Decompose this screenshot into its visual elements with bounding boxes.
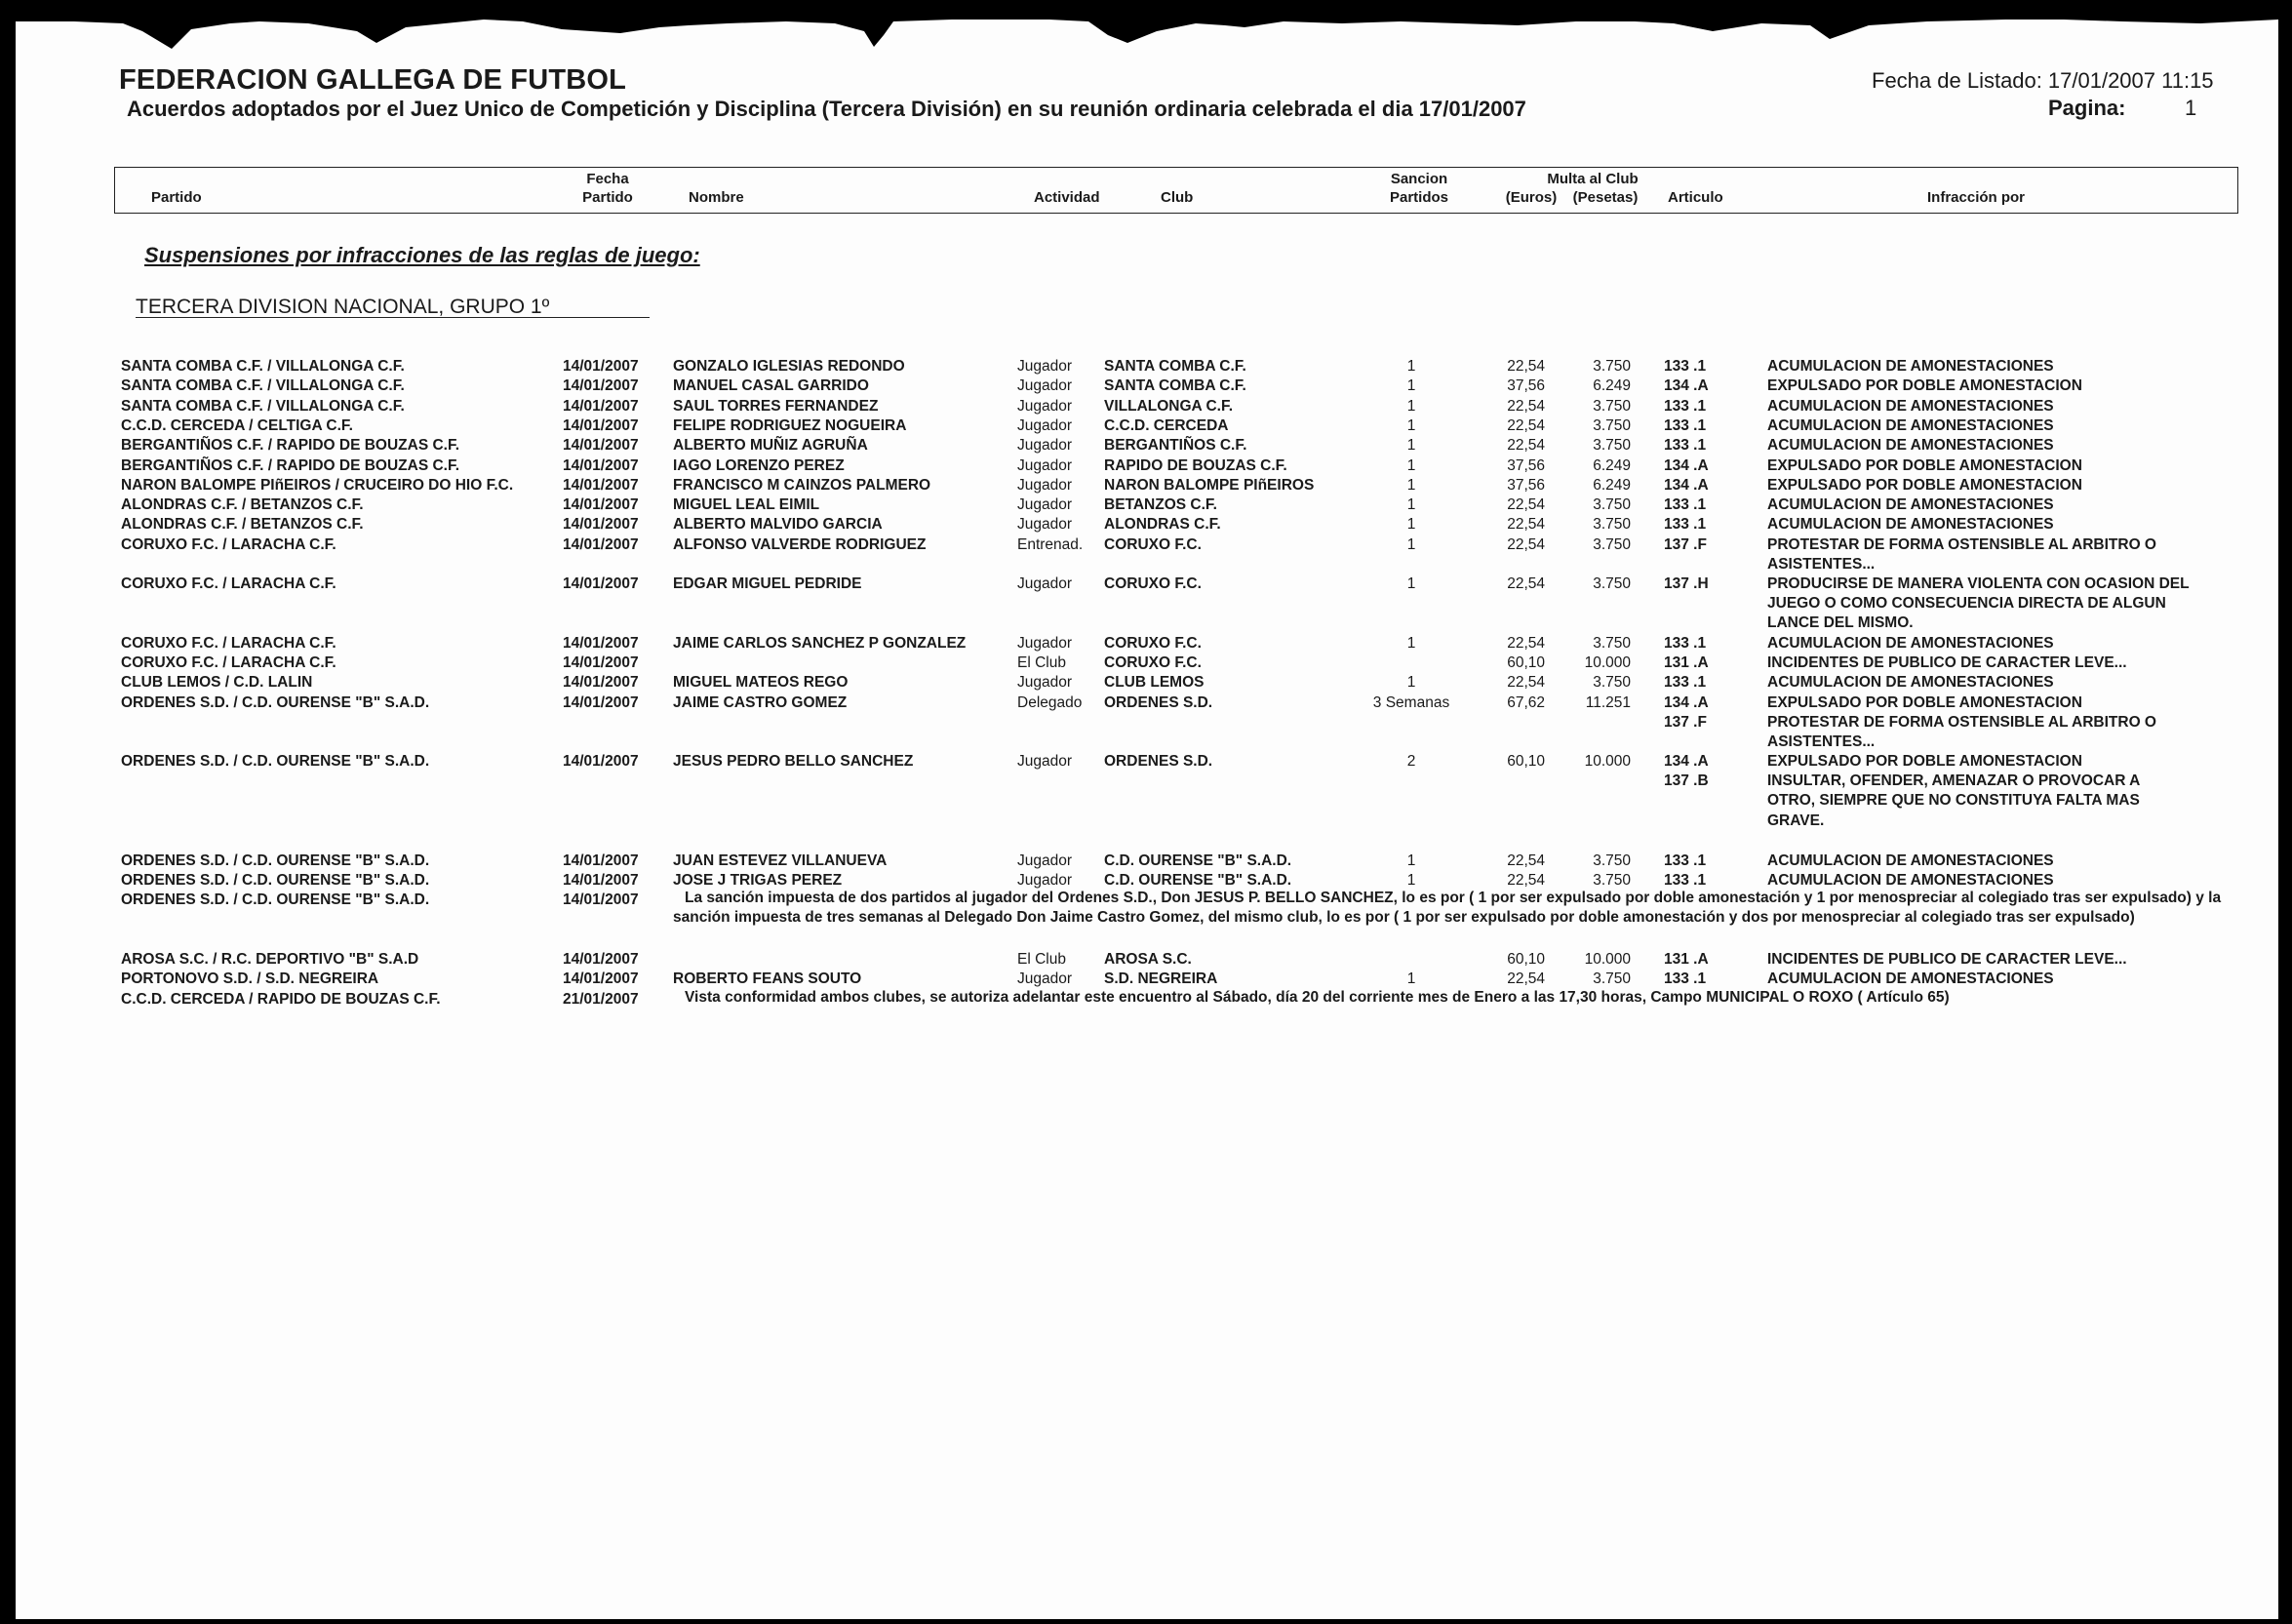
resolution-note: La sanción impuesta de dos partidos al jugador del Ordenes S.D., Don JESUS P. BELLO SANCHEZ, lo es por ( 1 por ser expulsado por doble amonestación y 1 por menospreciar al colegiado tras ser expulsado) y la sanción impuesta de tres semanas al Delegado Don Jaime Castro Gomez, del mismo club, lo es por ( 1 por ser expulsado por doble amonestación y dos por menospreciar al colegiado tras ser expulsado) — [673, 890, 2222, 926]
match-cell: SANTA COMBA C.F. / VILLALONGA C.F. — [121, 377, 405, 394]
fine-euros-cell: 22,54 — [1507, 358, 1545, 375]
article-cell: 133 .1 — [1664, 398, 1707, 415]
activity-cell: El Club — [1017, 654, 1066, 671]
document-page — [16, 14, 2278, 1619]
match-cell: NARON BALOMPE PIñEIROS / CRUCEIRO DO HIO F.C. — [121, 477, 514, 494]
sanction-cell: 1 — [1406, 377, 1416, 394]
article-cell: 133 .1 — [1664, 674, 1707, 691]
infraction-cell: PRODUCIRSE DE MANERA VIOLENTA CON OCASION DEL — [1767, 575, 2190, 592]
infraction-cell: LANCE DEL MISMO. — [1767, 614, 1914, 631]
name-cell: MANUEL CASAL GARRIDO — [673, 377, 869, 394]
name-cell: ALFONSO VALVERDE RODRIGUEZ — [673, 536, 927, 553]
fine-pesetas-cell: 3.750 — [1593, 417, 1631, 434]
col-sancion-line1: Sancion — [1390, 171, 1448, 187]
club-cell: CORUXO F.C. — [1104, 635, 1202, 652]
activity-cell: Jugador — [1017, 575, 1073, 592]
match-cell: PORTONOVO S.D. / S.D. NEGREIRA — [121, 970, 379, 987]
section-title: Suspensiones por infracciones de las reglas de juego: — [144, 243, 700, 267]
activity-cell: Jugador — [1017, 674, 1073, 691]
club-cell: RAPIDO DE BOUZAS C.F. — [1104, 457, 1287, 474]
infraction-cell: ACUMULACION DE AMONESTACIONES — [1767, 417, 2054, 434]
document-title: FEDERACION GALLEGA DE FUTBOL — [119, 64, 627, 96]
infraction-cell: ACUMULACION DE AMONESTACIONES — [1767, 852, 2054, 869]
table-row — [16, 654, 2278, 673]
table-row — [16, 397, 2278, 416]
fine-pesetas-cell: 3.750 — [1593, 536, 1631, 553]
match-cell: ORDENES S.D. / C.D. OURENSE "B" S.A.D. — [121, 852, 430, 869]
date-cell: 14/01/2007 — [563, 891, 639, 908]
group-title: TERCERA DIVISION NACIONAL, GRUPO 1º — [136, 296, 550, 318]
article-cell: 133 .1 — [1664, 516, 1707, 533]
activity-cell: Jugador — [1017, 496, 1073, 513]
activity-cell: Jugador — [1017, 872, 1073, 889]
infraction-cell: ACUMULACION DE AMONESTACIONES — [1767, 437, 2054, 454]
match-cell: CLUB LEMOS / C.D. LALIN — [121, 674, 313, 691]
date-cell: 14/01/2007 — [563, 694, 639, 711]
activity-cell: Jugador — [1017, 358, 1073, 375]
club-cell: SANTA COMBA C.F. — [1104, 377, 1246, 394]
col-partido: Partido — [151, 189, 202, 206]
club-cell: C.D. OURENSE "B" S.A.D. — [1104, 872, 1292, 889]
infraction-cell: OTRO, SIEMPRE QUE NO CONSTITUYA FALTA MAS — [1767, 792, 2140, 809]
fine-pesetas-cell: 3.750 — [1593, 852, 1631, 869]
club-cell: C.C.D. CERCEDA — [1104, 417, 1229, 434]
col-fecha — [573, 170, 643, 207]
fine-pesetas-cell: 3.750 — [1593, 358, 1631, 375]
club-cell: ORDENES S.D. — [1104, 753, 1213, 770]
article-cell: 133 .1 — [1664, 635, 1707, 652]
match-cell: C.C.D. CERCEDA / RAPIDO DE BOUZAS C.F. — [121, 991, 441, 1008]
activity-cell: El Club — [1017, 951, 1066, 968]
col-nombre: Nombre — [689, 189, 744, 206]
fine-pesetas-cell: 3.750 — [1593, 516, 1631, 533]
date-cell: 14/01/2007 — [563, 477, 639, 494]
match-cell: AROSA S.C. / R.C. DEPORTIVO "B" S.A.D — [121, 951, 419, 968]
date-cell: 14/01/2007 — [563, 970, 639, 987]
club-cell: SANTA COMBA C.F. — [1104, 358, 1246, 375]
activity-cell: Jugador — [1017, 753, 1073, 770]
match-cell: ALONDRAS C.F. / BETANZOS C.F. — [121, 516, 364, 533]
table-row — [16, 515, 2278, 535]
article-cell: 131 .A — [1664, 654, 1709, 671]
fine-pesetas-cell: 10.000 — [1584, 753, 1631, 770]
fine-euros-cell: 22,54 — [1507, 496, 1545, 513]
table-row — [16, 495, 2278, 515]
table-row — [16, 436, 2278, 456]
article-cell: 137 .F — [1664, 714, 1707, 731]
date-cell: 14/01/2007 — [563, 358, 639, 375]
table-row — [16, 970, 2278, 989]
date-cell: 14/01/2007 — [563, 536, 639, 553]
table-row — [16, 376, 2278, 396]
infraction-cell: ACUMULACION DE AMONESTACIONES — [1767, 872, 2054, 889]
fine-pesetas-cell: 11.251 — [1585, 694, 1631, 711]
col-articulo: Articulo — [1668, 189, 1723, 206]
club-cell: CORUXO F.C. — [1104, 654, 1202, 671]
col-sancion-line2: Partidos — [1389, 189, 1448, 206]
date-cell: 14/01/2007 — [563, 516, 639, 533]
name-cell: JESUS PEDRO BELLO SANCHEZ — [673, 753, 914, 770]
fine-euros-cell: 67,62 — [1507, 694, 1545, 711]
date-cell: 14/01/2007 — [563, 437, 639, 454]
fine-pesetas-cell: 6.249 — [1593, 457, 1631, 474]
date-cell: 14/01/2007 — [563, 635, 639, 652]
infraction-cell: ACUMULACION DE AMONESTACIONES — [1767, 970, 2054, 987]
sanction-cell: 1 — [1406, 852, 1416, 869]
col-euros: (Euros) — [1505, 189, 1558, 206]
fine-pesetas-cell: 3.750 — [1593, 674, 1631, 691]
sanction-cell: 1 — [1406, 516, 1416, 533]
name-cell: JAIME CARLOS SANCHEZ P GONZALEZ — [673, 635, 967, 652]
sanction-cell: 3 Semanas — [1372, 694, 1450, 711]
infraction-cell: PROTESTAR DE FORMA OSTENSIBLE AL ARBITRO O — [1767, 714, 2156, 731]
fine-euros-cell: 60,10 — [1507, 753, 1545, 770]
sanction-cell: 1 — [1406, 398, 1416, 415]
infraction-cell: PROTESTAR DE FORMA OSTENSIBLE AL ARBITRO O — [1767, 536, 2156, 553]
fine-pesetas-cell: 3.750 — [1593, 970, 1631, 987]
infraction-cell: INCIDENTES DE PUBLICO DE CARACTER LEVE... — [1767, 951, 2127, 968]
table-row — [16, 594, 2278, 614]
column-header-box — [114, 167, 2238, 214]
name-cell: JAIME CASTRO GOMEZ — [673, 694, 848, 711]
infraction-cell: EXPULSADO POR DOBLE AMONESTACION — [1767, 477, 2082, 494]
match-cell: BERGANTIÑOS C.F. / RAPIDO DE BOUZAS C.F. — [121, 457, 460, 474]
sanction-cell: 2 — [1406, 753, 1416, 770]
fine-euros-cell: 22,54 — [1507, 398, 1545, 415]
table-row — [16, 852, 2278, 871]
activity-cell: Jugador — [1017, 852, 1073, 869]
table-row — [16, 871, 2278, 891]
listing-date — [1872, 68, 2214, 94]
infraction-cell: ACUMULACION DE AMONESTACIONES — [1767, 496, 2054, 513]
sanction-cell: 1 — [1406, 417, 1416, 434]
activity-cell: Jugador — [1017, 635, 1073, 652]
name-cell: FRANCISCO M CAINZOS PALMERO — [673, 477, 931, 494]
name-cell: MIGUEL MATEOS REGO — [673, 674, 849, 691]
fine-euros-cell: 22,54 — [1507, 970, 1545, 987]
sanction-cell: 1 — [1406, 536, 1416, 553]
fine-euros-cell: 37,56 — [1507, 377, 1545, 394]
col-sancion — [1385, 170, 1453, 207]
activity-cell: Jugador — [1017, 398, 1073, 415]
fine-pesetas-cell: 10.000 — [1584, 951, 1631, 968]
fine-euros-cell: 22,54 — [1507, 516, 1545, 533]
name-cell: FELIPE RODRIGUEZ NOGUEIRA — [673, 417, 907, 434]
page-number — [2048, 96, 2197, 121]
article-cell: 133 .1 — [1664, 872, 1707, 889]
match-cell: ORDENES S.D. / C.D. OURENSE "B" S.A.D. — [121, 872, 430, 889]
club-cell: VILLALONGA C.F. — [1104, 398, 1234, 415]
activity-cell: Jugador — [1017, 417, 1073, 434]
infraction-cell: INSULTAR, OFENDER, AMENAZAR O PROVOCAR A — [1767, 772, 2141, 789]
listing-date-label: Fecha de Listado: — [1872, 68, 2042, 93]
fine-euros-cell: 22,54 — [1507, 437, 1545, 454]
infraction-cell: ACUMULACION DE AMONESTACIONES — [1767, 674, 2054, 691]
match-cell: CORUXO F.C. / LARACHA C.F. — [121, 575, 336, 592]
fine-pesetas-cell: 3.750 — [1593, 496, 1631, 513]
match-cell: C.C.D. CERCEDA / CELTIGA C.F. — [121, 417, 353, 434]
table-row — [16, 535, 2278, 555]
name-cell: JUAN ESTEVEZ VILLANUEVA — [673, 852, 888, 869]
date-cell: 14/01/2007 — [563, 398, 639, 415]
table-row — [16, 812, 2278, 831]
fine-pesetas-cell: 3.750 — [1593, 635, 1631, 652]
infraction-cell: ASISTENTES... — [1767, 556, 1876, 573]
table-row — [16, 456, 2278, 476]
article-cell: 134 .A — [1664, 377, 1709, 394]
sanction-cell: 1 — [1406, 872, 1416, 889]
club-cell: AROSA S.C. — [1104, 951, 1192, 968]
match-cell: ORDENES S.D. / C.D. OURENSE "B" S.A.D. — [121, 891, 430, 908]
date-cell: 14/01/2007 — [563, 852, 639, 869]
date-cell: 14/01/2007 — [563, 872, 639, 889]
activity-cell: Jugador — [1017, 970, 1073, 987]
match-cell: ALONDRAS C.F. / BETANZOS C.F. — [121, 496, 364, 513]
article-cell: 134 .A — [1664, 457, 1709, 474]
date-cell: 21/01/2007 — [563, 991, 639, 1008]
table-row — [16, 713, 2278, 733]
infraction-cell: EXPULSADO POR DOBLE AMONESTACION — [1767, 377, 2082, 394]
match-cell: CORUXO F.C. / LARACHA C.F. — [121, 654, 336, 671]
table-row — [16, 673, 2278, 693]
sanction-cell: 1 — [1406, 575, 1416, 592]
club-cell: NARON BALOMPE PIñEIROS — [1104, 477, 1315, 494]
infraction-cell: INCIDENTES DE PUBLICO DE CARACTER LEVE... — [1767, 654, 2127, 671]
fine-pesetas-cell: 10.000 — [1584, 654, 1631, 671]
col-multa: Multa al Club — [1547, 171, 1639, 187]
col-pesetas: (Pesetas) — [1572, 189, 1639, 206]
club-cell: CLUB LEMOS — [1104, 674, 1205, 691]
activity-cell: Jugador — [1017, 477, 1073, 494]
article-cell: 133 .1 — [1664, 970, 1707, 987]
col-infraccion: Infracción por — [1927, 189, 2026, 206]
table-row — [16, 752, 2278, 772]
group-underline — [136, 317, 650, 318]
listing-date-value: 17/01/2007 11:15 — [2047, 68, 2214, 93]
infraction-cell: EXPULSADO POR DOBLE AMONESTACION — [1767, 457, 2082, 474]
article-cell: 134 .A — [1664, 477, 1709, 494]
club-cell: S.D. NEGREIRA — [1104, 970, 1218, 987]
article-cell: 131 .A — [1664, 951, 1709, 968]
table-row — [16, 772, 2278, 791]
sanction-cell: 1 — [1406, 477, 1416, 494]
page-value: 1 — [2185, 96, 2197, 120]
name-cell: ROBERTO FEANS SOUTO — [673, 970, 862, 987]
club-cell: ALONDRAS C.F. — [1104, 516, 1221, 533]
table-row — [16, 574, 2278, 594]
infraction-cell: ACUMULACION DE AMONESTACIONES — [1767, 398, 2054, 415]
name-cell: ALBERTO MUÑIZ AGRUÑA — [673, 437, 868, 454]
col-actividad: Actividad — [1034, 189, 1100, 206]
document-subtitle: Acuerdos adoptados por el Juez Unico de Competición y Disciplina (Tercera División) en su reunión ordinaria celebrada el dia 17/01/2007 — [127, 97, 1526, 121]
sanction-cell: 1 — [1406, 437, 1416, 454]
article-cell: 137 .H — [1664, 575, 1709, 592]
name-cell: MIGUEL LEAL EIMIL — [673, 496, 820, 513]
fine-euros-cell: 37,56 — [1507, 457, 1545, 474]
club-cell: ORDENES S.D. — [1104, 694, 1213, 711]
article-cell: 137 .B — [1664, 772, 1709, 789]
fine-euros-cell: 22,54 — [1507, 417, 1545, 434]
fine-euros-cell: 60,10 — [1507, 654, 1545, 671]
match-cell: CORUXO F.C. / LARACHA C.F. — [121, 635, 336, 652]
date-cell: 14/01/2007 — [563, 496, 639, 513]
club-cell: CORUXO F.C. — [1104, 536, 1202, 553]
activity-cell: Jugador — [1017, 457, 1073, 474]
club-cell: BETANZOS C.F. — [1104, 496, 1217, 513]
activity-cell: Jugador — [1017, 516, 1073, 533]
match-cell: BERGANTIÑOS C.F. / RAPIDO DE BOUZAS C.F. — [121, 437, 460, 454]
col-club: Club — [1161, 189, 1194, 206]
match-cell: CORUXO F.C. / LARACHA C.F. — [121, 536, 336, 553]
article-cell: 133 .1 — [1664, 852, 1707, 869]
fine-pesetas-cell: 3.750 — [1593, 872, 1631, 889]
club-cell: CORUXO F.C. — [1104, 575, 1202, 592]
article-cell: 134 .A — [1664, 694, 1709, 711]
table-row — [16, 357, 2278, 376]
fine-euros-cell: 22,54 — [1507, 872, 1545, 889]
sanction-cell: 1 — [1406, 358, 1416, 375]
fine-pesetas-cell: 6.249 — [1593, 377, 1631, 394]
infraction-cell: EXPULSADO POR DOBLE AMONESTACION — [1767, 753, 2082, 770]
fine-euros-cell: 22,54 — [1507, 852, 1545, 869]
club-cell: C.D. OURENSE "B" S.A.D. — [1104, 852, 1292, 869]
infraction-cell: ASISTENTES... — [1767, 733, 1876, 750]
fine-pesetas-cell: 3.750 — [1593, 398, 1631, 415]
date-cell: 14/01/2007 — [563, 951, 639, 968]
table-row — [16, 555, 2278, 574]
fine-pesetas-cell: 6.249 — [1593, 477, 1631, 494]
table-row — [16, 791, 2278, 811]
name-cell: IAGO LORENZO PEREZ — [673, 457, 845, 474]
article-cell: 133 .1 — [1664, 417, 1707, 434]
infraction-cell: ACUMULACION DE AMONESTACIONES — [1767, 516, 2054, 533]
fine-pesetas-cell: 3.750 — [1593, 437, 1631, 454]
table-row — [16, 416, 2278, 436]
table-row — [16, 733, 2278, 752]
col-fecha-line1: Fecha — [586, 171, 629, 187]
infraction-cell: ACUMULACION DE AMONESTACIONES — [1767, 358, 2054, 375]
name-cell: JOSE J TRIGAS PEREZ — [673, 872, 843, 889]
activity-cell: Delegado — [1017, 694, 1083, 711]
table-row — [16, 476, 2278, 495]
infraction-cell: ACUMULACION DE AMONESTACIONES — [1767, 635, 2054, 652]
date-cell: 14/01/2007 — [563, 654, 639, 671]
sanction-cell: 1 — [1406, 496, 1416, 513]
date-cell: 14/01/2007 — [563, 674, 639, 691]
activity-cell: Jugador — [1017, 377, 1073, 394]
match-cell: SANTA COMBA C.F. / VILLALONGA C.F. — [121, 358, 405, 375]
sanction-cell: 1 — [1406, 674, 1416, 691]
match-cell: SANTA COMBA C.F. / VILLALONGA C.F. — [121, 398, 405, 415]
article-cell: 133 .1 — [1664, 496, 1707, 513]
fine-euros-cell: 22,54 — [1507, 536, 1545, 553]
fine-euros-cell: 37,56 — [1507, 477, 1545, 494]
fine-euros-cell: 22,54 — [1507, 674, 1545, 691]
date-cell: 14/01/2007 — [563, 575, 639, 592]
table-row — [16, 693, 2278, 713]
name-cell: SAUL TORRES FERNANDEZ — [673, 398, 879, 415]
date-cell: 14/01/2007 — [563, 753, 639, 770]
date-cell: 14/01/2007 — [563, 417, 639, 434]
col-fecha-line2: Partido — [582, 189, 633, 206]
date-cell: 14/01/2007 — [563, 457, 639, 474]
article-cell: 137 .F — [1664, 536, 1707, 553]
table-row — [16, 634, 2278, 654]
club-cell: BERGANTIÑOS C.F. — [1104, 437, 1247, 454]
article-cell: 134 .A — [1664, 753, 1709, 770]
resolution-note: Vista conformidad ambos clubes, se autoriza adelantar este encuentro al Sábado, día 20 del corriente mes de Enero a las 17,30 horas, Campo MUNICIPAL O ROXO ( Artículo 65) — [685, 989, 1950, 1006]
torn-edge — [16, 14, 2278, 72]
article-cell: 133 .1 — [1664, 437, 1707, 454]
fine-euros-cell: 22,54 — [1507, 635, 1545, 652]
table-row — [16, 950, 2278, 970]
sanction-cell: 1 — [1406, 457, 1416, 474]
infraction-cell: GRAVE. — [1767, 812, 1825, 829]
sanction-cell: 1 — [1406, 970, 1416, 987]
name-cell: ALBERTO MALVIDO GARCIA — [673, 516, 883, 533]
match-cell: ORDENES S.D. / C.D. OURENSE "B" S.A.D. — [121, 753, 430, 770]
match-cell: ORDENES S.D. / C.D. OURENSE "B" S.A.D. — [121, 694, 430, 711]
article-cell: 133 .1 — [1664, 358, 1707, 375]
date-cell: 14/01/2007 — [563, 377, 639, 394]
activity-cell: Entrenad. — [1017, 536, 1084, 553]
fine-euros-cell: 60,10 — [1507, 951, 1545, 968]
sanction-cell: 1 — [1406, 635, 1416, 652]
table-row — [16, 614, 2278, 633]
page-label: Pagina: — [2048, 96, 2126, 120]
name-cell: EDGAR MIGUEL PEDRIDE — [673, 575, 862, 592]
activity-cell: Jugador — [1017, 437, 1073, 454]
infraction-cell: EXPULSADO POR DOBLE AMONESTACION — [1767, 694, 2082, 711]
name-cell: GONZALO IGLESIAS REDONDO — [673, 358, 905, 375]
fine-euros-cell: 22,54 — [1507, 575, 1545, 592]
fine-pesetas-cell: 3.750 — [1593, 575, 1631, 592]
infraction-cell: JUEGO O COMO CONSECUENCIA DIRECTA DE ALGUN — [1767, 595, 2166, 612]
